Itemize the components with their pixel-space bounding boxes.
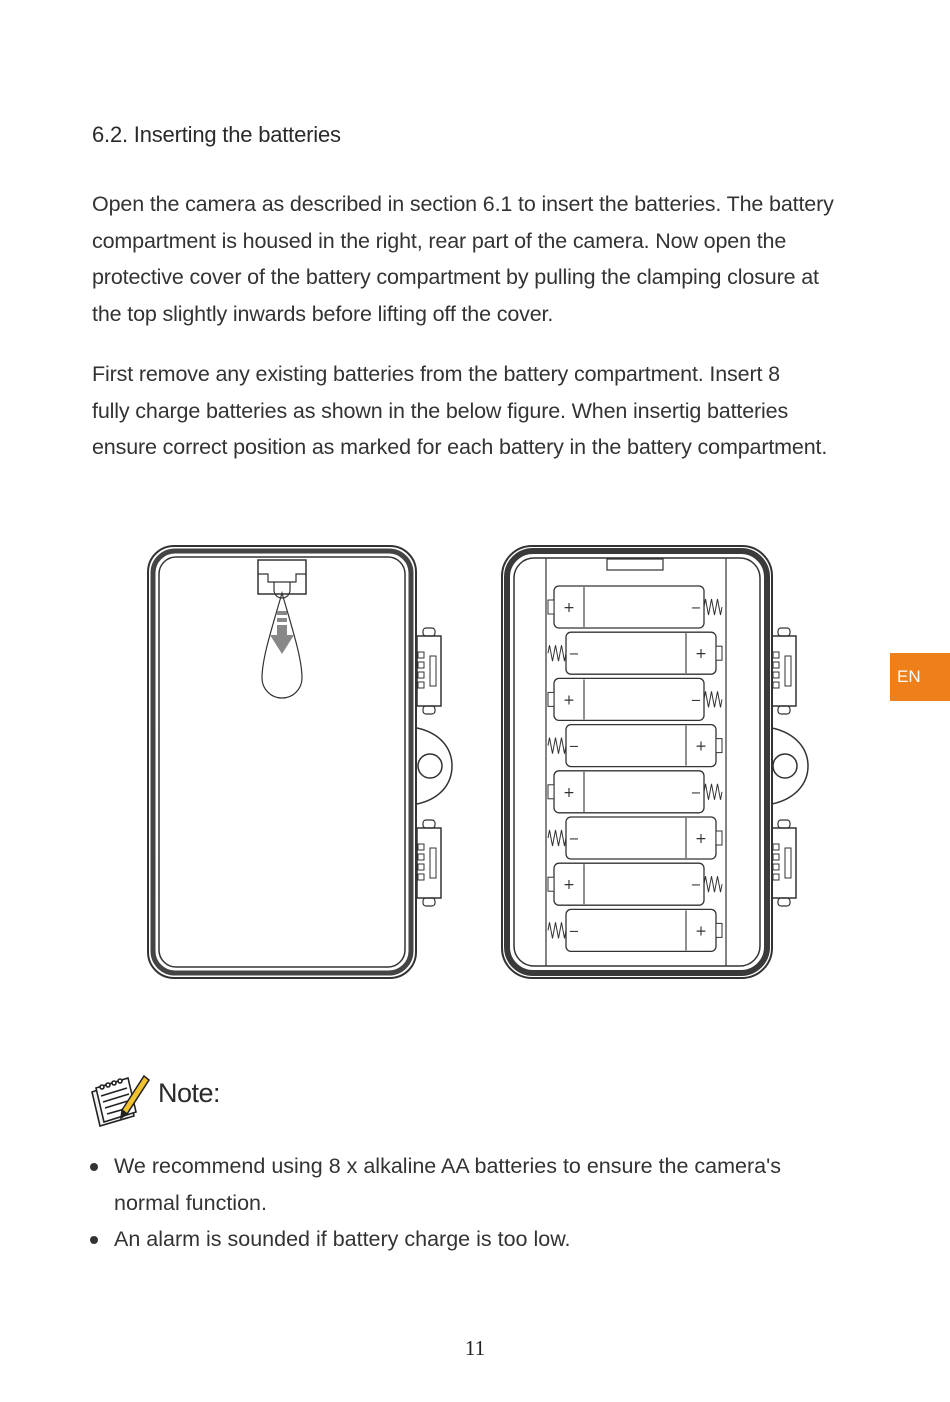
battery-minus-label: − <box>568 739 580 755</box>
paragraph-line: compartment is housed in the right, rear part of the camera. Now open the <box>92 228 787 253</box>
battery-minus-label: − <box>568 924 580 940</box>
battery-plus-label: + <box>695 738 707 755</box>
battery-minus-label: − <box>568 647 580 663</box>
paragraph-line: fully charge batteries as shown in the below figure. When insertig batteries <box>92 398 789 423</box>
battery <box>548 771 722 813</box>
battery <box>548 863 722 905</box>
battery <box>548 586 722 628</box>
notepad-pencil-icon <box>88 1070 150 1128</box>
page-number: 11 <box>464 1336 486 1360</box>
paragraph-line: protective cover of the battery compartment by pulling the clamping closure at <box>92 265 819 289</box>
battery-plus-label: + <box>563 692 575 709</box>
battery-minus-label: − <box>568 832 580 847</box>
battery-plus-label: + <box>563 877 575 894</box>
battery-cover-illustration <box>148 546 452 978</box>
note-item <box>90 1221 781 1258</box>
note-title: Note: <box>158 1078 221 1108</box>
note-item-line: An alarm is sounded if battery charge is too low. <box>114 1227 571 1251</box>
battery <box>548 909 722 951</box>
paragraph-line: ensure correct position as marked for each battery in the battery compartment. <box>92 435 828 459</box>
paragraph-line: the top slightly inwards before lifting off the cover. <box>92 301 554 326</box>
battery <box>548 632 722 674</box>
battery-plus-label: + <box>695 923 707 940</box>
battery <box>548 678 722 720</box>
battery-minus-label: − <box>690 878 702 894</box>
battery-plus-label: + <box>695 831 707 847</box>
language-tab[interactable]: EN <box>890 653 950 701</box>
battery-plus-label: + <box>563 784 575 801</box>
paragraph-insert-batteries <box>92 356 902 466</box>
battery-plus-label: + <box>695 646 707 663</box>
battery <box>548 817 722 859</box>
battery <box>548 725 722 767</box>
paragraph-open-camera <box>92 186 902 332</box>
battery-plus-label: + <box>563 600 575 616</box>
note-item-line: normal function. <box>114 1190 267 1215</box>
battery-insertion-figure <box>140 538 820 988</box>
paragraph-line: First remove any existing batteries from the battery compartment. Insert 8 <box>92 362 780 386</box>
note-item-line: We recommend using 8 x alkaline AA batteries to ensure the camera's <box>114 1154 781 1178</box>
note-list <box>90 1148 781 1258</box>
note-item <box>90 1148 781 1221</box>
battery-minus-label: − <box>690 785 702 801</box>
battery-minus-label: − <box>690 601 702 616</box>
section-heading: 6.2. Inserting the batteries <box>92 122 341 147</box>
battery-minus-label: − <box>690 693 702 709</box>
paragraph-line: Open the camera as described in section 6.1 to insert the batteries. The battery <box>92 192 834 216</box>
battery-group <box>548 586 722 951</box>
